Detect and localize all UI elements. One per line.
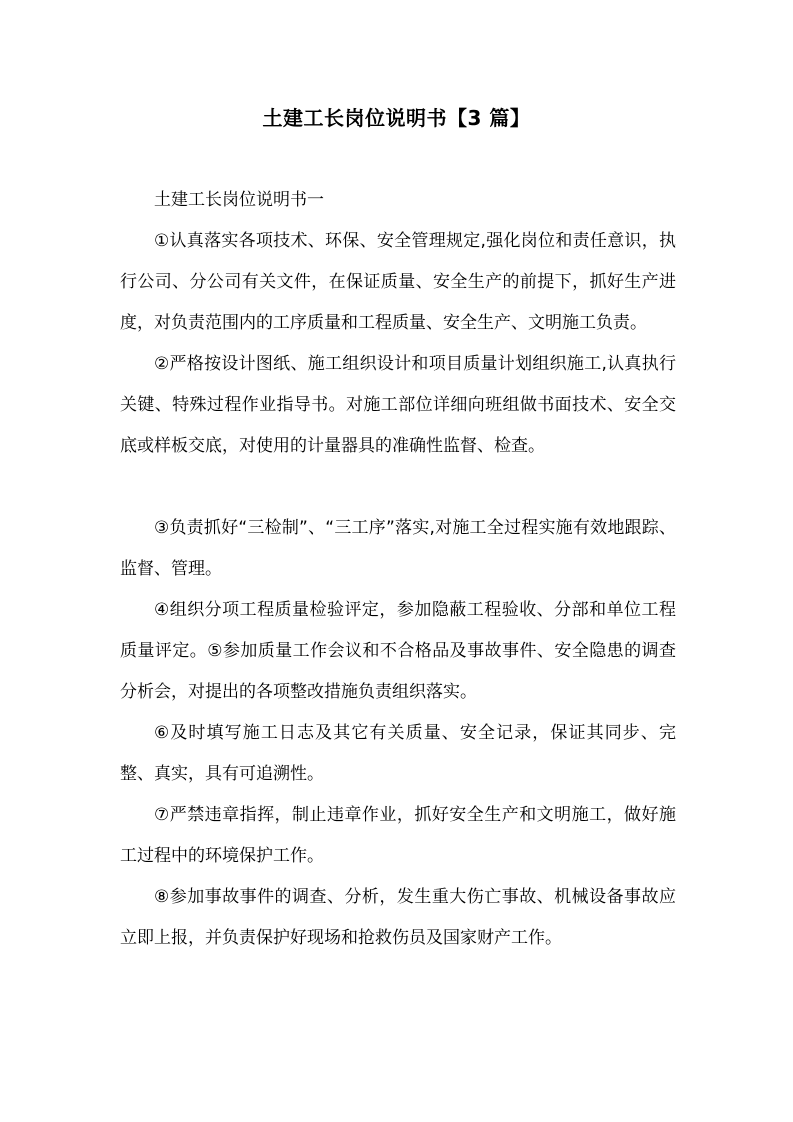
paragraph-item-7: ⑦严禁违章指挥，制止违章作业，抓好安全生产和文明施工，做好施工过程中的环境保护工作。	[120, 805, 676, 866]
paragraph-item-2: ②严格按设计图纸、施工组织设计和项目质量计划组织施工,认真执行关键、特殊过程作业指导书。对施工部位详细向班组做书面技术、安全交底或样板交底，对使用的计量器具的准确性监督、检查。	[120, 354, 676, 456]
section-subtitle: 土建工长岗位说明书一	[154, 190, 324, 210]
document-title: 土建工长岗位说明书【3 篇】	[262, 106, 531, 130]
paragraph-item-4-5: ④组织分项工程质量检验评定，参加隐蔽工程验收、分部和单位工程质量评定。⑤参加质量工作会议和不合格品及事故事件、安全隐患的调查分析会，对提出的各项整改措施负责组织落实。	[120, 600, 676, 702]
document-body	[120, 180, 676, 959]
paragraph-item-8: ⑧参加事故事件的调查、分析，发生重大伤亡事故、机械设备事故应立即上报，并负责保护好现场和抢救伤员及国家财产工作。	[120, 887, 676, 948]
paragraph-item-6: ⑥及时填写施工日志及其它有关质量、安全记录，保证其同步、完整、真实，具有可追溯性。	[120, 723, 676, 784]
paragraph-item-1: ①认真落实各项技术、环保、安全管理规定,强化岗位和责任意识，执行公司、分公司有关文件，在保证质量、安全生产的前提下，抓好生产进度，对负责范围内的工序质量和工程质量、安全生产、文明施工负责。	[120, 231, 676, 333]
paragraph-item-3: ③负责抓好“三检制”、“三工序”落实,对施工全过程实施有效地跟踪、监督、管理。	[120, 518, 676, 579]
